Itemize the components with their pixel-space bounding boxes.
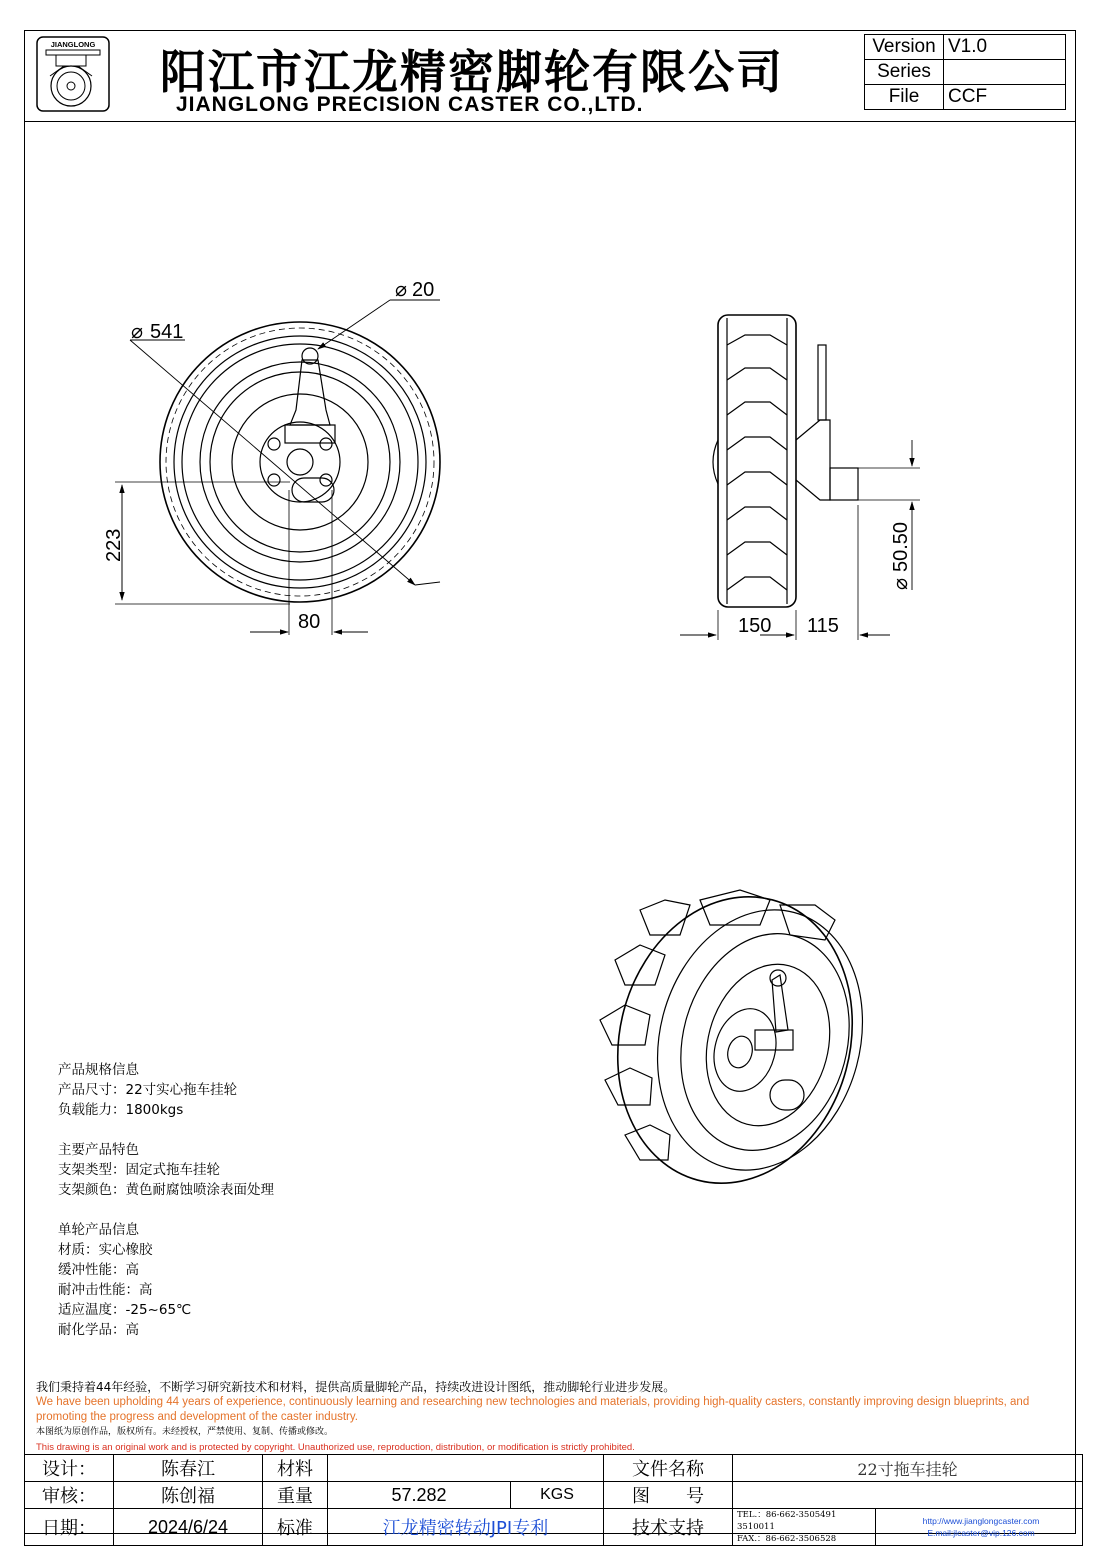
material-label: 材料: [263, 1455, 328, 1482]
isometric-view: [586, 870, 890, 1210]
title-block: [24, 1454, 1083, 1546]
dim-wheel-width: 150: [738, 615, 772, 637]
dim-axle-hole-symbol: ⌀: [395, 279, 408, 301]
spec-section: [58, 1140, 274, 1200]
title-row: [25, 1509, 1083, 1546]
meta-label: File: [865, 85, 944, 110]
weight-value: 57.282: [328, 1482, 511, 1509]
front-view: [115, 300, 440, 635]
date-label: 日期：: [25, 1509, 114, 1546]
review-value: 陈创福: [114, 1482, 263, 1509]
standard-value: 江龙精密转动JPI专利: [328, 1509, 604, 1546]
fax-text: FAX.：86-662-3506528: [737, 1534, 837, 1544]
spec-line: 产品尺寸：22寸实心拖车挂轮: [58, 1082, 238, 1098]
dim-axle-diameter: 50.50: [890, 521, 912, 572]
email-link[interactable]: E.mail:jlcaster@vip.126.com: [927, 1528, 1035, 1538]
statement-cn: 我们秉持着44年经验，不断学习研究新技术和材料，提供高质量脚轮产品，持续改进设计图纸，推动脚轮行业进步发展。: [36, 1380, 676, 1394]
filename-label: 文件名称: [604, 1455, 733, 1482]
spec-section-title: 产品规格信息: [58, 1062, 139, 1078]
company-name-en: JIANGLONG PRECISION CASTER CO.,LTD.: [176, 93, 644, 116]
design-value: 陈春江: [114, 1455, 263, 1482]
weight-unit: KGS: [511, 1482, 604, 1509]
meta-label: Series: [865, 60, 944, 85]
spec-section: [58, 1220, 274, 1340]
spec-line: 支架类型：固定式拖车挂轮: [58, 1162, 220, 1178]
dim-axle-hole: 20: [412, 279, 435, 301]
spec-line: 支架颜色：黄色耐腐蚀喷涂表面处理: [58, 1182, 274, 1198]
design-label: 设计：: [25, 1455, 114, 1482]
spec-line: 耐化学品：高: [58, 1322, 139, 1338]
support-label: 技术支持: [604, 1509, 733, 1546]
logo-text: JIANGLONG: [50, 40, 96, 49]
company-name-cn: 阳江市江龙精密脚轮有限公司: [160, 45, 784, 99]
dim-diameter-symbol: ⌀: [131, 321, 144, 343]
website-link[interactable]: http://www.jianglongcaster.com: [922, 1516, 1040, 1526]
spec-section-title: 单轮产品信息: [58, 1222, 139, 1238]
weight-label: 重量: [263, 1482, 328, 1509]
dim-offset: 115: [807, 615, 839, 637]
spec-line: 材质：实心橡胶: [58, 1242, 153, 1258]
statement-en: We have been upholding 44 years of experience, continuously learning and researching new technologies and materials, providing high-quality casters, constantly improving design blueprints, and promoting the progress and development of the caster industry.: [36, 1396, 1030, 1423]
drawing-no-value: [733, 1482, 1083, 1509]
meta-label: Version: [865, 35, 944, 60]
spec-section-title: 主要产品特色: [58, 1142, 139, 1158]
statement-notes: [36, 1380, 1076, 1455]
dim-width-front: 80: [298, 611, 321, 633]
side-view: [680, 315, 920, 640]
title-row: [25, 1482, 1083, 1509]
spec-line: 耐冲击性能：高: [58, 1282, 153, 1298]
dim-diameter: 541: [150, 321, 184, 343]
contact-phone: [733, 1509, 876, 1546]
material-value: [328, 1455, 604, 1482]
spec-line: 适应温度：-25~65℃: [58, 1302, 192, 1318]
spec-section: [58, 1060, 274, 1120]
filename-value: 22寸拖车挂轮: [733, 1455, 1083, 1482]
spec-line: 缓冲性能：高: [58, 1262, 139, 1278]
copyright-cn: 本图纸为原创作品，版权所有。未经授权，严禁使用、复制、传播或修改。: [36, 1427, 334, 1437]
product-specs: [58, 1060, 274, 1360]
date-value: 2024/6/24: [114, 1509, 263, 1546]
tel-text: TEL.：86-662-3505491 3510011: [737, 1510, 837, 1532]
dim-height: 223: [103, 528, 125, 562]
drawing-no-label: 图 号: [604, 1482, 733, 1509]
meta-value: CCF: [944, 85, 1066, 110]
dim-axle-diameter-symbol: ⌀: [890, 577, 912, 590]
title-row: [25, 1455, 1083, 1482]
standard-label: 标准: [263, 1509, 328, 1546]
contact-web: [876, 1509, 1083, 1546]
review-label: 审核：: [25, 1482, 114, 1509]
meta-value: V1.0: [944, 35, 1066, 60]
spec-line: 负载能力：1800kgs: [58, 1102, 184, 1118]
copyright-en: This drawing is an original work and is protected by copyright. Unauthorized use, reproduction, distribution, or modification is strictly prohibited.: [36, 1442, 635, 1453]
